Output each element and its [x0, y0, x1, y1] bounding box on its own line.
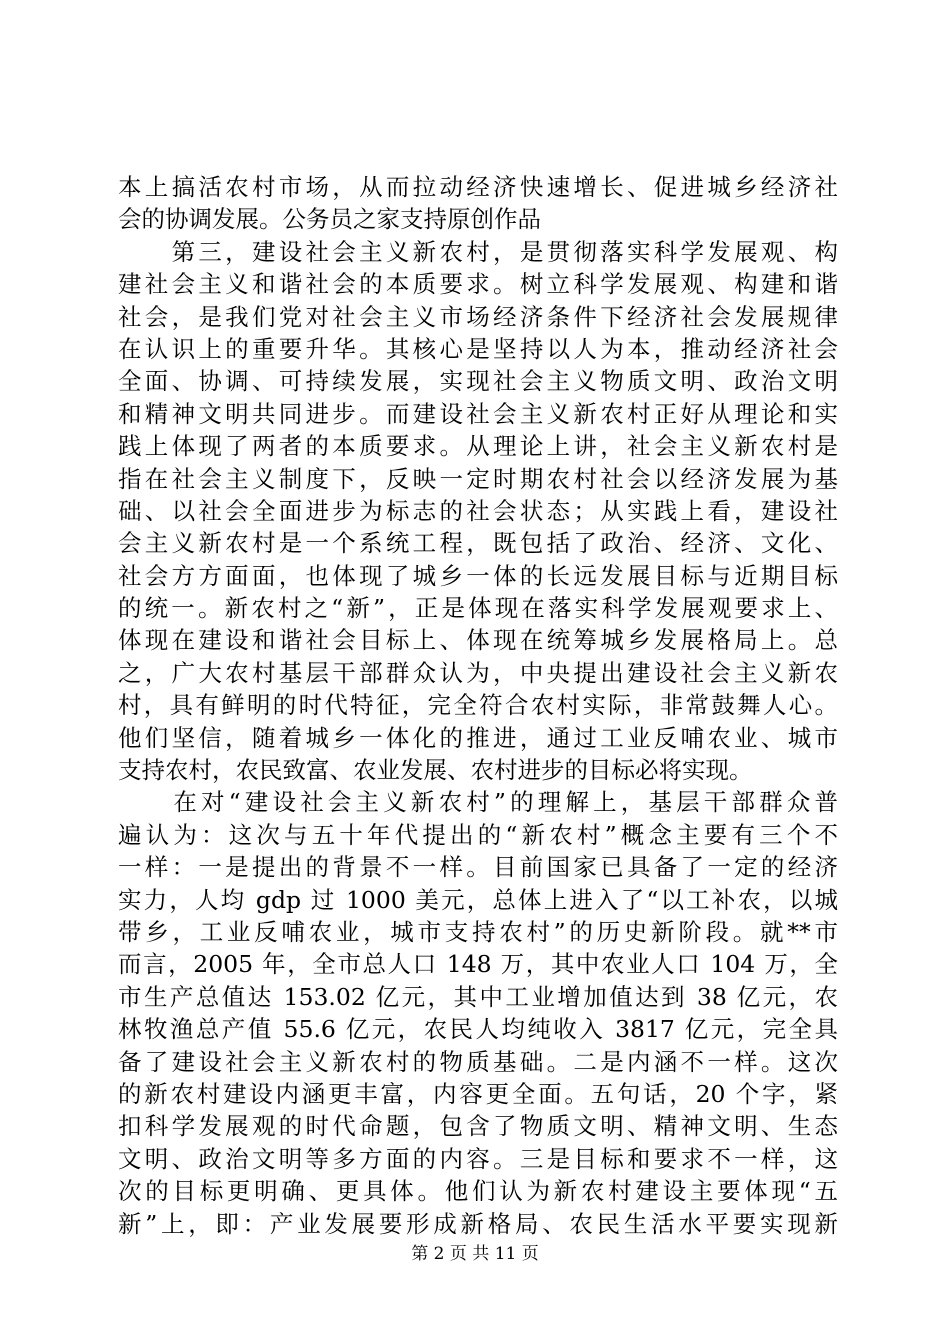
page-footer [0, 1243, 950, 1265]
text-line: 第三，建设社会主义新农村，是贯彻落实科学发展观、构 [118, 237, 838, 266]
text-line: 支持农村，农民致富、农业发展、农村进步的目标必将实现。 [118, 756, 753, 785]
text-line: 遍认为：这次与五十年代提出的“新农村”概念主要有三个不 [118, 820, 838, 849]
text-line: 林牧渔总产值 55.6 亿元，农民人均纯收入 3817 亿元，完全具 [118, 1015, 838, 1044]
text-line: 文明、政治文明等多方面的内容。三是目标和要求不一样，这 [118, 1144, 838, 1173]
text-line: 带乡，工业反哺农业，城市支持农村”的历史新阶段。就**市 [118, 917, 838, 946]
text-line: 一样：一是提出的背景不一样。目前国家已具备了一定的经济 [118, 853, 838, 882]
text-line: 的新农村建设内涵更丰富，内容更全面。五句话，20 个字，紧 [118, 1079, 838, 1108]
text-line: 本上搞活农村市场，从而拉动经济快速增长、促进城乡经济社 [118, 173, 838, 201]
text-line: 础、以社会全面进步为标志的社会状态；从实践上看，建设社 [118, 496, 838, 525]
text-line: 扣科学发展观的时代命题，包含了物质文明、精神文明、生态 [118, 1112, 838, 1141]
text-line: 会主义新农村是一个系统工程，既包括了政治、经济、文化、 [118, 529, 838, 558]
text-line: 市生产总值达 153.02 亿元，其中工业增加值达到 38 亿元，农 [118, 982, 838, 1011]
text-line: 践上体现了两者的本质要求。从理论上讲，社会主义新农村是 [118, 432, 838, 461]
text-line: 村，具有鲜明的时代特征，完全符合农村实际，非常鼓舞人心。 [118, 691, 838, 720]
text-line: 体现在建设和谐社会目标上、体现在统筹城乡发展格局上。总 [118, 626, 838, 655]
text-line: 建社会主义和谐社会的本质要求。树立科学发展观、构建和谐 [118, 270, 838, 299]
text-line: 的统一。新农村之“新”，正是体现在落实科学发展观要求上、 [118, 594, 838, 623]
text-line: 在认识上的重要升华。其核心是坚持以人为本，推动经济社会 [118, 334, 838, 363]
text-line: 他们坚信，随着城乡一体化的推进，通过工业反哺农业、城市 [118, 723, 838, 752]
text-line: 全面、协调、可持续发展，实现社会主义物质文明、政治文明 [118, 367, 838, 396]
text-line: 会的协调发展。公务员之家支持原创作品 [118, 205, 541, 234]
text-line: 社会方方面面，也体现了城乡一体的长远发展目标与近期目标 [118, 561, 838, 590]
text-line: 社会，是我们党对社会主义市场经济条件下经济社会发展规律 [118, 302, 838, 331]
text-line: 次的目标更明确、更具体。他们认为新农村建设主要体现“五 [118, 1177, 838, 1206]
text-line: 之，广大农村基层干部群众认为，中央提出建设社会主义新农 [118, 658, 838, 687]
text-line: 备了建设社会主义新农村的物质基础。二是内涵不一样。这次 [118, 1047, 838, 1076]
page-number-label: 第 2 页 共 11 页 [411, 1244, 539, 1264]
text-line: 和精神文明共同进步。而建设社会主义新农村正好从理论和实 [118, 399, 838, 428]
text-line: 在对“建设社会主义新农村”的理解上，基层干部群众普 [118, 788, 838, 817]
text-line: 而言，2005 年，全市总人口 148 万，其中农业人口 104 万，全 [118, 950, 838, 979]
document-body [118, 171, 838, 1240]
text-line: 实力，人均 gdp 过 1000 美元，总体上进入了“以工补农，以城 [118, 885, 838, 914]
text-line: 新”上，即：产业发展要形成新格局、农民生活水平要实现新 [118, 1209, 838, 1238]
text-line: 指在社会主义制度下，反映一定时期农村社会以经济发展为基 [118, 464, 838, 493]
